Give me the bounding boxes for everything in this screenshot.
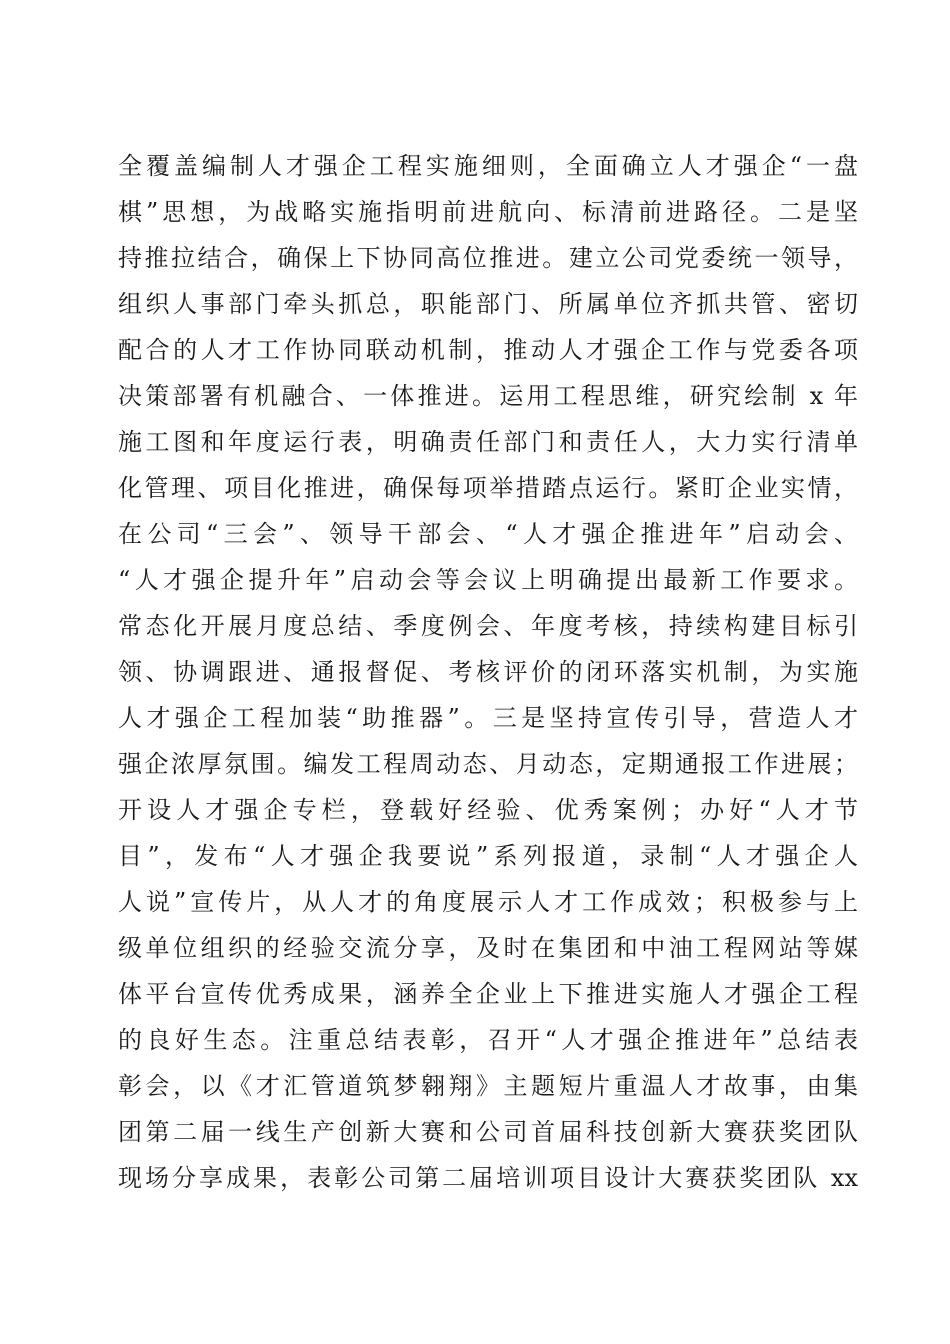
text-line-21: 彰会，以《才汇管道筑梦翱翔》主题短片重温人才故事，由集	[118, 1072, 858, 1100]
text-line-7: 施工图和年度运行表，明确责任部门和责任人，大力实行清单	[118, 428, 858, 456]
text-line-5: 配合的人才工作协同联动机制，推动人才强企工作与党委各项	[118, 336, 858, 364]
text-line-4: 组织人事部门牵头抓总，职能部门、所属单位齐抓共管、密切	[118, 290, 858, 318]
text-line-1: 全覆盖编制人才强企工程实施细则，全面确立人才强企“一盘	[118, 152, 858, 180]
text-line-20: 的良好生态。注重总结表彰，召开“人才强企推进年”总结表	[118, 1026, 858, 1054]
text-line-8: 化管理、项目化推进，确保每项举措踏点运行。紧盯企业实情，	[118, 474, 858, 502]
text-line-22: 团第二届一线生产创新大赛和公司首届科技创新大赛获奖团队	[118, 1118, 858, 1146]
text-line-9: 在公司“三会”、领导干部会、“人才强企推进年”启动会、	[118, 520, 858, 548]
body-paragraph	[118, 143, 858, 1201]
text-line-23: 现场分享成果，表彰公司第二届培训项目设计大赛获奖团队 xx	[118, 1164, 858, 1192]
text-line-11: 常态化开展月度总结、季度例会、年度考核，持续构建目标引	[118, 612, 858, 640]
text-line-13: 人才强企工程加装“助推器”。三是坚持宣传引导，营造人才	[118, 704, 858, 732]
text-line-18: 级单位组织的经验交流分享，及时在集团和中油工程网站等媒	[118, 934, 858, 962]
text-line-6: 决策部署有机融合、一体推进。运用工程思维，研究绘制 x 年	[118, 382, 858, 410]
text-line-12: 领、协调跟进、通报督促、考核评价的闭环落实机制，为实施	[118, 658, 858, 686]
text-line-10: “人才强企提升年”启动会等会议上明确提出最新工作要求。	[118, 566, 858, 594]
text-line-16: 目”，发布“人才强企我要说”系列报道，录制“人才强企人	[118, 842, 858, 870]
text-line-3: 持推拉结合，确保上下协同高位推进。建立公司党委统一领导，	[118, 244, 858, 272]
text-line-2: 棋”思想，为战略实施指明前进航向、标清前进路径。二是坚	[118, 198, 858, 226]
text-line-15: 开设人才强企专栏，登载好经验、优秀案例；办好“人才节	[118, 796, 858, 824]
text-line-14: 强企浓厚氛围。编发工程周动态、月动态，定期通报工作进展；	[118, 750, 858, 778]
text-line-19: 体平台宣传优秀成果，涵养全企业上下推进实施人才强企工程	[118, 980, 858, 1008]
text-line-17: 人说”宣传片，从人才的角度展示人才工作成效；积极参与上	[118, 888, 858, 916]
